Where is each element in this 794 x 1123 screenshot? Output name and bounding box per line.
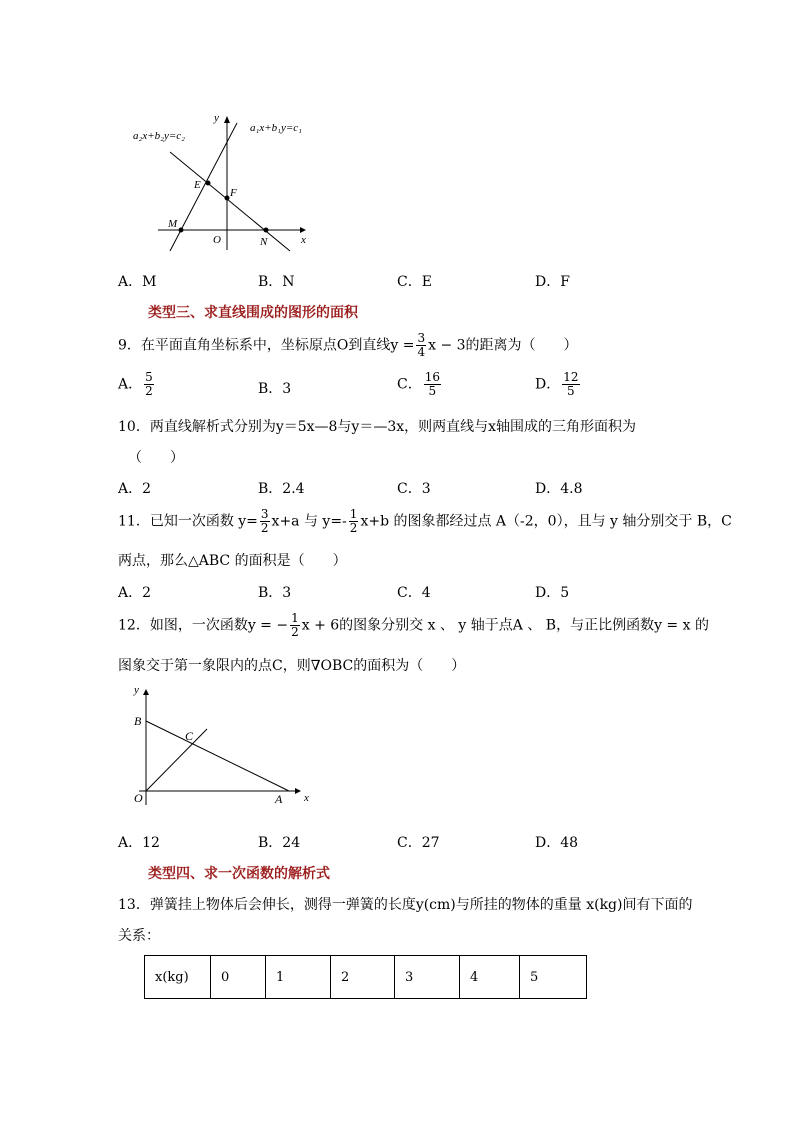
q9-text-post: x − 3的距离为（ ） <box>428 337 578 354</box>
q9-option-b: B．3 <box>258 381 292 397</box>
figure-intersecting-lines <box>125 105 325 255</box>
q12-option-c: C．27 <box>397 835 440 851</box>
point-e <box>206 181 211 186</box>
fig1-line2-label: a₂x+b₂y=c₂ <box>133 130 185 142</box>
question-11-line2: 两点，那么△ABC 的面积是（ ） <box>118 553 347 569</box>
q9-opt-c-num: 16 <box>424 370 440 384</box>
q9-opt-a-frac <box>144 371 154 398</box>
q11-option-b: B．3 <box>258 585 292 601</box>
q9-opt-a-den: 2 <box>145 384 153 398</box>
fig2-y-label: y <box>134 684 139 696</box>
q12-f-num: 1 <box>291 611 299 625</box>
q9-opt-d-den: 5 <box>567 384 575 398</box>
table-header-cell: x(kg) <box>145 956 211 999</box>
q11-text-pre: 11．已知一次函数 y= <box>118 513 258 530</box>
question-11 <box>118 508 732 535</box>
q12-option-d: D．48 <box>535 835 579 851</box>
q9-frac-num: 3 <box>417 331 426 345</box>
line-oc <box>146 729 207 791</box>
q9-opt-c-label: C． <box>397 376 422 393</box>
q12-f-den: 2 <box>291 625 299 639</box>
q9-fraction <box>416 332 426 359</box>
q9-opt-a-label: A． <box>118 376 143 393</box>
q9-text-pre: 9．在平面直角坐标系中，坐标原点O到直线y = <box>118 337 415 354</box>
q11-option-d: D．5 <box>535 585 570 601</box>
fig2-c-label: C <box>185 729 194 743</box>
question-12 <box>118 612 709 639</box>
q11-f1-den: 2 <box>260 521 269 535</box>
fig1-line1-label: a₁x+b₁y=c₁ <box>250 122 302 134</box>
fig1-e-label: E <box>194 179 201 191</box>
q11-option-a: A．2 <box>118 585 152 601</box>
q8-option-a: A．M <box>118 274 157 290</box>
q9-opt-a-num: 5 <box>145 370 153 384</box>
q9-opt-c-frac <box>424 371 441 398</box>
fig1-y-label: y <box>214 112 219 124</box>
q12-option-b: B．24 <box>258 835 301 851</box>
fig2-y-axis-arrow <box>143 689 149 695</box>
q8-option-c: C．E <box>397 274 432 290</box>
q11-option-c: C．4 <box>397 585 431 601</box>
q10-option-b: B．2.4 <box>258 481 305 497</box>
fig1-m-label: M <box>168 218 178 230</box>
line-ab <box>146 721 289 791</box>
q9-opt-c-den: 5 <box>428 384 437 398</box>
q11-text-post: x+b 的图象都经过点 A（-2，0），且与 y 轴分别交于 B，C <box>360 513 732 530</box>
fig2-b-label: B <box>134 714 142 728</box>
x-axis-arrow <box>300 227 306 233</box>
question-9 <box>118 332 578 359</box>
q9-opt-d-label: D． <box>535 376 561 393</box>
line-two <box>170 152 290 251</box>
q12-text-pre: 12．如图，一次函数y = − <box>118 617 289 634</box>
section-heading-type4: 类型四、求一次函数的解析式 <box>148 866 330 882</box>
q9-option-c <box>397 371 443 398</box>
q11-text-mid: x+a 与 y=- <box>271 513 347 530</box>
q9-frac-den: 4 <box>417 345 426 359</box>
figure-triangle-obc <box>125 683 325 813</box>
fig1-f-label: F <box>230 187 237 199</box>
table-cell: 2 <box>331 956 395 999</box>
question-13: 13．弹簧挂上物体后会伸长，测得一弹簧的长度y(cm)与所挂的物体的重量 x(kg)间有下面的 <box>118 897 693 913</box>
section-heading-type3: 类型三、求直线围成的图形的面积 <box>148 305 358 321</box>
fig2-o-label: O <box>134 791 143 805</box>
table-cell: 4 <box>460 956 520 999</box>
question-13-line2: 关系： <box>118 928 160 944</box>
q9-opt-d-num: 12 <box>563 370 579 384</box>
q11-fraction-1 <box>260 508 270 535</box>
y-axis-arrow <box>224 116 230 123</box>
q10-option-d: D．4.8 <box>535 481 583 497</box>
q12-option-a: A．12 <box>118 835 160 851</box>
fig1-n-label: N <box>260 236 268 248</box>
q11-f2-den: 2 <box>349 521 358 535</box>
fig2-x-label: x <box>304 792 309 804</box>
q9-option-d <box>535 371 582 398</box>
fig2-a-label: A <box>275 792 283 806</box>
table-cell: 1 <box>266 956 331 999</box>
weight-length-table <box>144 955 587 999</box>
table-cell: 3 <box>395 956 460 999</box>
point-f <box>225 196 230 201</box>
q9-opt-d-frac <box>562 371 579 398</box>
table-row <box>145 956 587 999</box>
q10-option-c: C．3 <box>397 481 431 497</box>
q12-fraction <box>290 612 300 639</box>
fig1-o-label: O <box>213 234 221 246</box>
q10-option-a: A．2 <box>118 481 152 497</box>
q11-f2-num: 1 <box>349 507 358 521</box>
q11-fraction-2 <box>349 508 359 535</box>
fig2-x-axis-arrow <box>295 788 301 794</box>
q8-option-d: D．F <box>535 274 570 290</box>
q8-option-b: B．N <box>258 274 295 290</box>
q12-text-post: x + 6的图象分别交 x 、 y 轴于点A 、 B，与正比例函数y = x 的 <box>301 617 709 634</box>
point-m <box>179 228 184 233</box>
q9-option-a <box>118 371 156 398</box>
q11-f1-num: 3 <box>260 507 269 521</box>
fig1-x-label: x <box>301 234 306 246</box>
question-10: 10．两直线解析式分别为y＝5x—8与y＝—3x，则两直线与x轴围成的三角形面积为 <box>118 419 637 435</box>
question-12-line2: 图象交于第一象限内的点C，则∇OBC的面积为（ ） <box>118 658 466 674</box>
q10-paren: （ ） <box>128 450 184 466</box>
table-cell: 0 <box>211 956 266 999</box>
point-n <box>264 228 269 233</box>
table-cell: 5 <box>520 956 587 999</box>
